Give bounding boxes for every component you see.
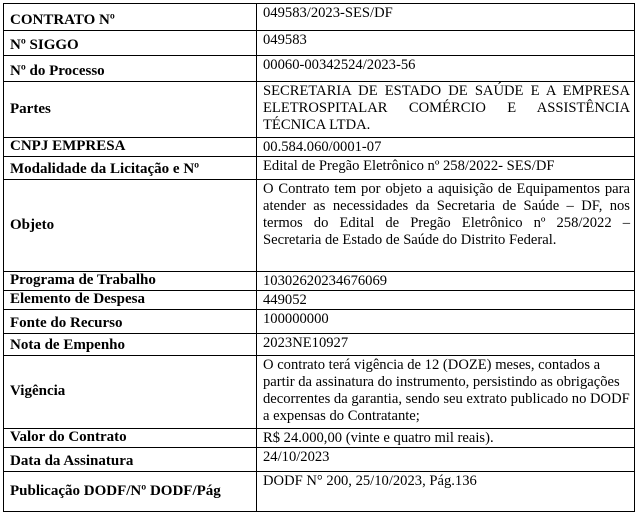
row-value-siggo: 049583 <box>257 31 635 56</box>
table-row <box>4 356 635 429</box>
row-label-valor: Valor do Contrato <box>4 429 257 448</box>
table-row <box>4 272 635 291</box>
table-row <box>4 334 635 356</box>
row-label-partes: Partes <box>4 82 257 138</box>
table-row <box>4 429 635 448</box>
row-value-modalidade: Edital de Pregão Eletrônico nº 258/2022- SES/DF <box>257 157 635 180</box>
table-row <box>4 138 635 157</box>
row-value-publicacao: DODF N° 200, 25/10/2023, Pág.136 <box>257 472 635 512</box>
row-label-vigencia: Vigência <box>4 356 257 429</box>
row-value-fonte: 100000000 <box>257 310 635 334</box>
table-row <box>4 157 635 180</box>
row-label-processo: Nº do Processo <box>4 56 257 82</box>
row-value-contrato: 049583/2023-SES/DF <box>257 4 635 31</box>
objeto-text: O Contrato tem por objeto a aquisição de Equipamentos para atender as necessidades da Secretaria de Saúde – DF, nos termos do Edital de Pregão Eletrônico nº 258/2022 – Secretaria de Estado de Saúde do Distrito Federal. <box>263 181 630 248</box>
row-label-siggo: Nº SIGGO <box>4 31 257 56</box>
row-label-empenho: Nota de Empenho <box>4 334 257 356</box>
row-value-vigencia: O contrato terá vigência de 12 (DOZE) meses, contados a partir da assinatura do instrumento, persistindo as obrigações decorrentes da garantia, sendo seu extrato publicado no DODF a expensas do Contratante; <box>257 356 635 429</box>
table-row <box>4 180 635 272</box>
row-label-modalidade: Modalidade da Licitação e Nº <box>4 157 257 180</box>
row-label-publicacao: Publicação DODF/Nº DODF/Pág <box>4 472 257 512</box>
row-label-objeto: Objeto <box>4 180 257 272</box>
contract-summary-table <box>3 3 635 512</box>
row-value-valor: R$ 24.000,00 (vinte e quatro mil reais). <box>257 429 635 448</box>
row-value-partes: SECRETARIA DE ESTADO DE SAÚDE E A EMPRESA ELETROSPITALAR COMÉRCIO E ASSISTÊNCIA TÉCNICA LTDA. <box>257 82 635 138</box>
row-label-programa: Programa de Trabalho <box>4 272 257 291</box>
row-label-fonte: Fonte do Recurso <box>4 310 257 334</box>
row-value-data: 24/10/2023 <box>257 448 635 472</box>
table-row <box>4 31 635 56</box>
table-row <box>4 291 635 310</box>
row-label-data: Data da Assinatura <box>4 448 257 472</box>
row-label-contrato: CONTRATO Nº <box>4 4 257 31</box>
row-value-empenho: 2023NE10927 <box>257 334 635 356</box>
row-label-cnpj: CNPJ EMPRESA <box>4 138 257 157</box>
table-row <box>4 310 635 334</box>
table-row <box>4 82 635 138</box>
row-label-elemento: Elemento de Despesa <box>4 291 257 310</box>
table-row <box>4 4 635 31</box>
row-value-processo: 00060-00342524/2023-56 <box>257 56 635 82</box>
row-value-cnpj: 00.584.060/0001-07 <box>257 138 635 157</box>
table-row <box>4 56 635 82</box>
row-value-elemento: 449052 <box>257 291 635 310</box>
row-value-objeto <box>257 180 635 272</box>
row-value-programa: 10302620234676069 <box>257 272 635 291</box>
table-row <box>4 448 635 472</box>
table-row <box>4 472 635 512</box>
